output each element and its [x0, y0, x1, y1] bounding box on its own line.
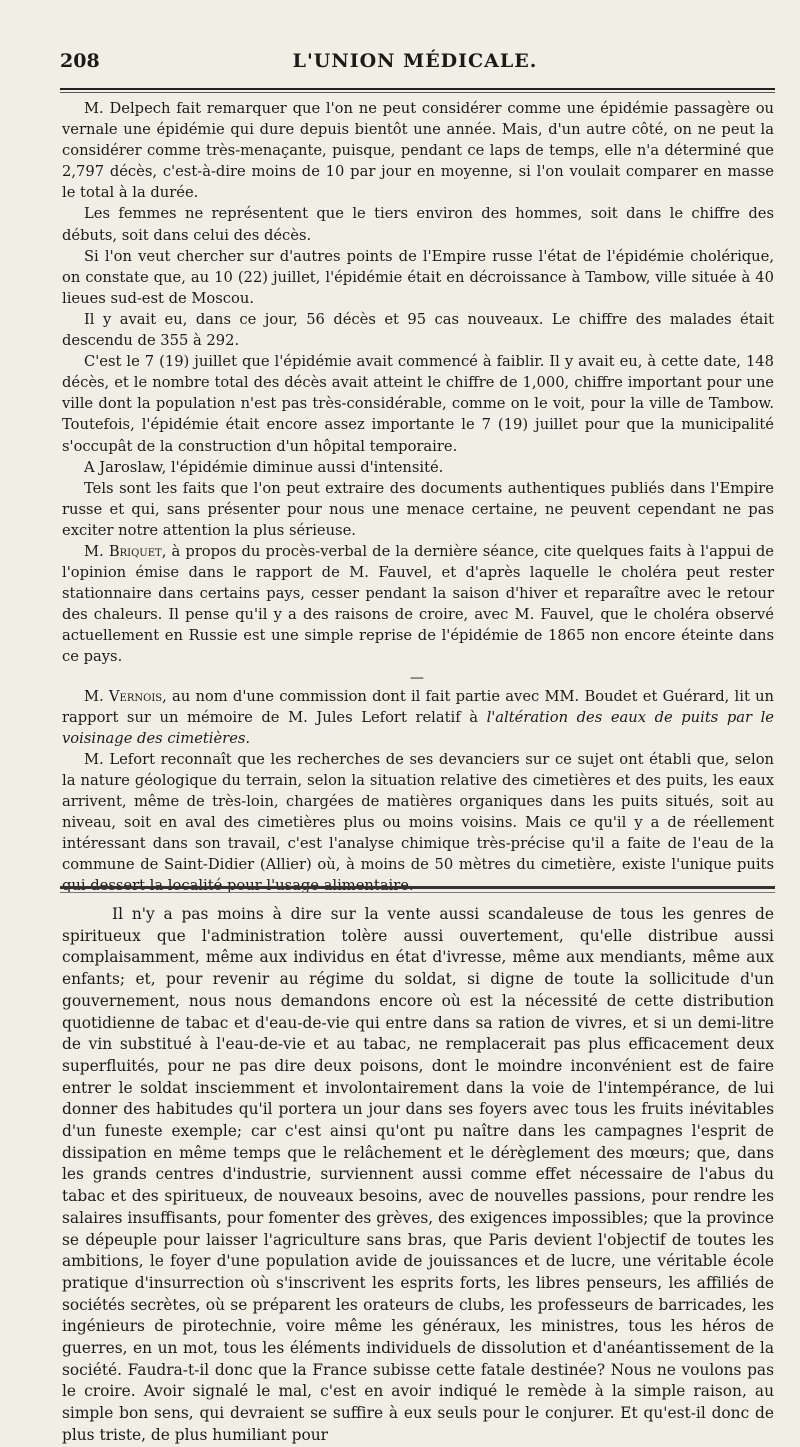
speaker-name: M. Briquet,	[84, 542, 167, 560]
report-title: l'altération des eaux de puits par le voisinage des cimetières.	[62, 708, 774, 747]
paragraph: Les femmes ne représentent que le tiers environ des hommes, soit dans le chiffre des débuts, soit dans celui des décès.	[62, 205, 774, 244]
paragraph-text: au nom d'une commission dont il fait partie avec MM. Boudet et Guérard, lit un rapport sur un mémoire de M. Jules Lefort relatif à	[62, 687, 774, 726]
speaker-name: M. Vernois,	[84, 687, 167, 705]
feuilleton-text	[62, 904, 774, 1447]
proceedings-text	[62, 98, 774, 896]
paragraph: M. Lefort reconnaît que les recherches de ses devanciers sur ce sujet ont établi que, selon la nature géologique du terrain, selon la situation relative des cimetières et des puits, les eaux arrivent, même de très-loin, chargées de matières organiques dans les puits situés, soit au niveau, soit en aval des cimetières plus ou moins voisins. Mais ce qu'il y a de réellement intéressant dans son travail, c'est l'analyse chimique très-précise qu'il a faite de l'eau de la commune de Saint-Didier (Allier) où, à moins de 50 mètres du cimetière, existe l'unique puits	[62, 750, 774, 874]
header-rule	[60, 88, 775, 90]
paragraph-text: à propos du procès-verbal de la dernière séance, cite quelques faits à l'appui de l'opinion émise dans le rapport de M. Fauvel, et d'après laquelle le choléra peut rester stationnaire dans certains pays, cesser pendant la saison d'hiver et reparaître avec le retour des chaleurs. Il pense qu'il y a des raisons de croire, avec M. Fauvel, que le choléra observé actuellement en Russie est une simple reprise de l'épidémie de 1865 non encore éteinte dans ce pays.	[62, 542, 775, 666]
paragraph: A Jaroslaw, l'épidémie diminue aussi d'intensité.	[84, 458, 444, 476]
paragraph: Si l'on veut chercher sur d'autres points de l'Empire russe l'état de l'épidémie cholérique, on constate que, au 10 (22) juillet, l'épidémie était en décroissance à Tambow, ville située à 40 lieues sud-est de Moscou.	[62, 247, 774, 307]
section-separator: —	[410, 669, 426, 686]
page-header	[60, 50, 770, 80]
paragraph: C'est le 7 (19) juillet que l'épidémie avait commencé à faiblir. Il y avait eu, à cette date, 148 décès, et le nombre total des décès avait atteint le chiffre de 1,000, chiffre important pour une ville dont la population n'est pas très-considérable, comme on le voit, pour la ville de Tambow. Toutefois, l'épidémie était encore assez importante le 7 (19) juillet pour que la municipalité s'occupât de la construction d'un hôpital temporaire.	[62, 353, 774, 455]
paragraph: Il n'y a pas moins à dire sur la vente aussi scandaleuse de tous les genres de spiritueux que l'administration tolère aussi ouvertement, qu'elle distribue aussi complaisamment, même aux individus en état d'ivresse, même aux mendiants, même aux enfants; et, pour revenir au régime du soldat, si digne de toute la sollicitude d'un gouvernement, nous nous demandons encore où est la nécessité de cette distribution quotidienne de tabac et d'eau-de-vie qui entre dans sa ration de vivres, et si un demi-litre de vin substitué à l'eau-de-vie et au tabac, ne remplacerait pas plus efficacement deux superfluités, pour ne pas dire deux poisons, dont le moindre inconvénient est de faire entrer le soldat insciemment et involontairement dans la voie de l'intempérance, de lui donner des habitudes qu'il portera un jour dans ses foyers avec tous les fruits inévitables d'un funeste exemple; car c'est ainsi qu'ont pu naître dans les campagnes l'esprit de dissipation en même temps que le relâchement et le dérèglement des mœurs; que, dans les grands centres d'industrie, surviennent aussi comme effet nécessaire de l'abus du tabac et des spiritueux, de nouveaux besoins, avec de nouvelles passions, pour rendre les salaires insuffisants, pour fomenter des grèves, des exigences impossibles; que la province se dépeuple pour laisser l'agriculture sans bras, que Paris devient l'objectif de toutes les ambitions, le foyer d'une population avide de jouissances et de lucre, une véritable école pratique d'insurrection où s'inscrivent les esprits forts, les libres penseurs, les affiliés de sociétés secrètes, où se préparent les orateurs de clubs, les professeurs de barricades, les ingénieurs de pirotechnie, voire même les généraux, les ministres, tous les héros de guerres, en un mot, tous les éléments individuels de dissolution et d'anéantissement de la société. Faudra-t-il donc que la France subisse cette fatale destinée? Nous ne voulons pas le croire. Avoir signalé le mal, c'est en avoir indiqué le remède à la simple raison, au simple bon sens, qui devraient se suffire à eux seuls pour le conjurer. Et qu'est-il donc de plus triste, de plus humiliant pour	[62, 905, 774, 1444]
paragraph	[62, 686, 774, 749]
paragraph: Il y avait eu, dans ce jour, 56 décès et 95 cas nouveaux. Le chiffre des malades était descendu de 355 à 292.	[62, 310, 774, 350]
header-rule-thin	[60, 92, 775, 93]
page-number: 208	[60, 50, 100, 72]
paragraph: Tels sont les faits que l'on peut extraire des documents authentiques publiés dans l'Empire russe et qui, sans présenter pour nous une menace certaine, ne peuvent cependant ne pas exciter notre attention la plus sérieuse.	[62, 479, 774, 539]
running-title: L'UNION MÉDICALE.	[292, 50, 538, 72]
paragraph: M. Delpech fait remarquer que l'on ne peut considérer comme une épidémie passagère ou vernale une épidémie qui dure depuis bientôt une année. Mais, d'un autre côté, on ne peut la considérer comme très-menaçante, puisque, pendant ce laps de temps, elle n'a déterminé que 2,797 décès, c'est-à-dire moins de 10 par jour en moyenne, si l'on voulait comparer en masse le total à la durée.	[62, 100, 774, 202]
paragraph	[62, 541, 774, 668]
feuilleton-rule-thin	[60, 892, 775, 893]
feuilleton-rule	[60, 886, 775, 889]
